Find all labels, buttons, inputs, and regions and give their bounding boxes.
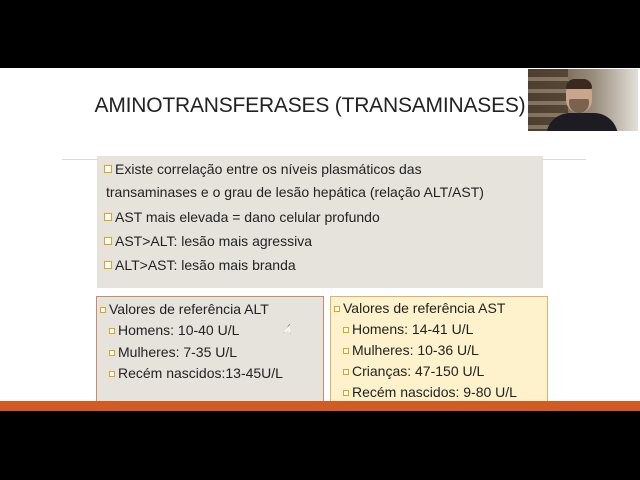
square-bullet-icon [343,327,349,333]
main-line-5: ALT>AST: lesão mais branda [104,257,296,273]
square-bullet-icon [109,371,115,377]
presentation-slide [0,68,640,411]
square-bullet-icon [343,369,349,375]
ast-item: Crianças: 47-150 U/L [343,363,484,379]
alt-reference-box [96,296,324,411]
ast-item: Homens: 14-41 U/L [343,321,473,337]
presenter-shoulders [546,113,618,131]
square-bullet-icon [109,328,115,334]
ast-item: Mulheres: 10-36 U/L [343,342,479,358]
ast-heading: Valores de referência AST [334,300,505,316]
square-bullet-icon [104,237,112,245]
main-line-4: AST>ALT: lesão mais agressiva [104,233,312,249]
square-bullet-icon [104,165,112,173]
square-bullet-icon [343,348,349,354]
presenter-webcam [528,69,638,131]
square-bullet-icon [104,261,112,269]
alt-heading: Valores de referência ALT [100,301,269,317]
main-line-3: AST mais elevada = dano celular profundo [104,209,380,225]
square-bullet-icon [343,390,349,396]
square-bullet-icon [109,350,115,356]
ast-item: Recém nascidos: 9-80 U/L [343,384,517,400]
ast-reference-box [330,296,548,411]
footer-accent-bar [0,401,640,411]
alt-item: Mulheres: 7-35 U/L [109,344,237,360]
square-bullet-icon [104,213,112,221]
alt-item: Recém nascidos:13-45U/L [109,365,283,381]
alt-item: Homens: 10-40 U/L [109,322,239,338]
square-bullet-icon [334,306,340,312]
main-line-1: Existe correlação entre os níveis plasmáticos das [104,161,422,177]
main-line-2: transaminases e o grau de lesão hepática (relação ALT/AST) [106,184,484,200]
presenter-hair [566,79,592,89]
square-bullet-icon [100,307,106,313]
correlation-box [97,156,543,288]
slide-title: AMINOTRANSFERASES (TRANSAMINASES) [94,94,526,117]
